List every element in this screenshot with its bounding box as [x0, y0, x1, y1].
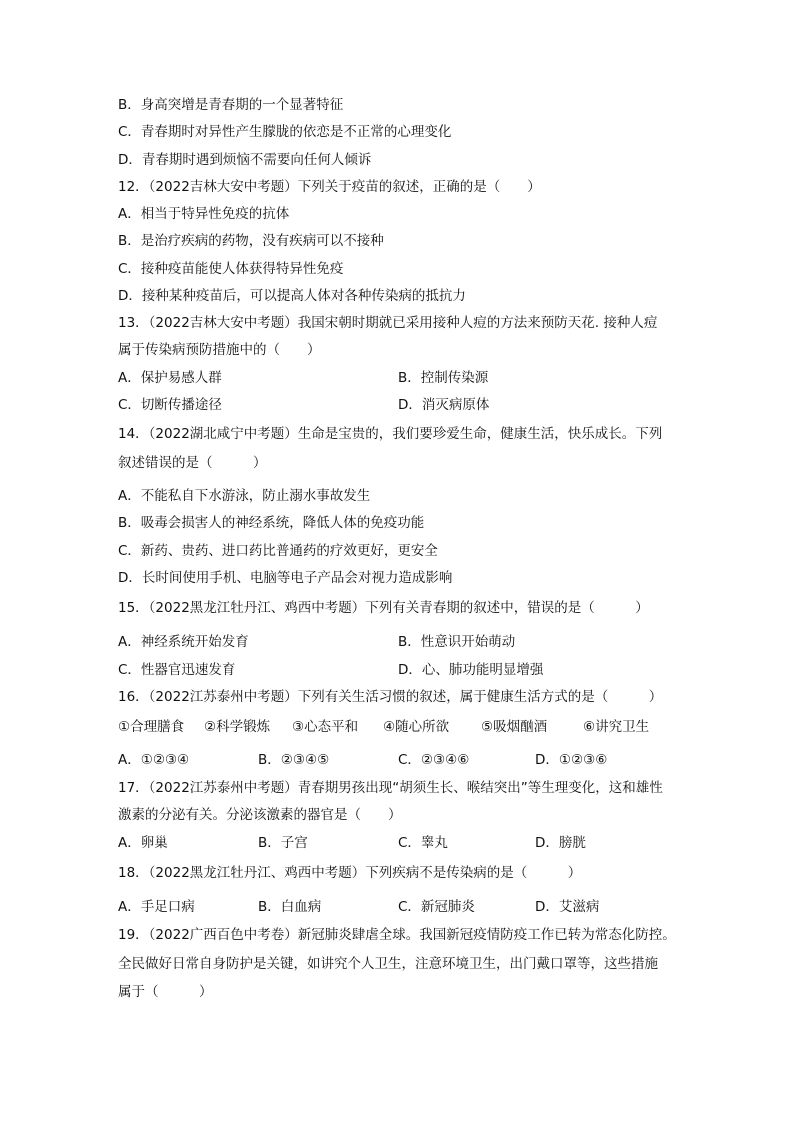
- question-13-line2: 属于传染病预防措施中的（ ）: [118, 342, 321, 358]
- q17-option-a: A．卵巢: [118, 835, 168, 851]
- question-16: 16．（2022江苏泰州中考题）下列有关生活习惯的叙述，属于健康生活方式的是（ ）: [118, 689, 663, 705]
- q16-statement-6: ⑥讲究卫生: [583, 719, 650, 735]
- q16-statement-3: ③心态平和: [292, 719, 359, 735]
- q13-option-b: B．控制传染源: [398, 370, 489, 386]
- question-19-line2: 全民做好日常自身防护是关键，如讲究个人卫生，注意环境卫生，出门戴口罩等，这些措施: [118, 956, 658, 972]
- q18-option-a: A．手足口病: [118, 899, 195, 915]
- q11-option-c: C．青春期时对异性产生朦胧的依恋是不正常的心理变化: [118, 124, 452, 140]
- q12-option-b: B．是治疗疾病的药物，没有疾病可以不接种: [118, 233, 384, 249]
- q15-option-d: D．心、肺功能明显增强: [398, 662, 544, 678]
- q14-option-d: D．长时间使用手机、电脑等电子产品会对视力造成影响: [118, 570, 453, 586]
- q15-option-b: B．性意识开始萌动: [398, 634, 516, 650]
- q16-statement-5: ⑤吸烟酗酒: [481, 719, 548, 735]
- question-14-line1: 14．（2022湖北咸宁中考题）生命是宝贵的，我们要珍爱生命，健康生活，快乐成长。下列: [118, 426, 663, 442]
- q15-option-a: A．神经系统开始发育: [118, 634, 249, 650]
- q17-option-b: B．子宫: [258, 835, 308, 851]
- question-13-line1: 13．（2022吉林大安中考题）我国宋朝时期就已采用接种人痘的方法来预防天花. 接种人痘: [118, 315, 658, 331]
- q16-statement-2: ②科学锻炼: [204, 719, 271, 735]
- q12-option-a: A．相当于特异性免疫的抗体: [118, 206, 290, 222]
- q18-option-d: D．艾滋病: [535, 899, 600, 915]
- q13-option-a: A．保护易感人群: [118, 370, 222, 386]
- q18-option-c: C．新冠肺炎: [398, 899, 475, 915]
- q14-option-b: B．吸毒会损害人的神经系统，降低人体的免疫功能: [118, 515, 425, 531]
- question-18: 18．（2022黑龙江牡丹江、鸡西中考题）下列疾病不是传染病的是（ ）: [118, 865, 582, 881]
- q12-option-c: C．接种疫苗能使人体获得特异性免疫: [118, 261, 344, 277]
- q14-option-a: A．不能私自下水游泳，防止溺水事故发生: [118, 488, 371, 504]
- q13-option-c: C．切断传播途径: [118, 397, 222, 413]
- q17-option-d: D．膀胱: [535, 835, 586, 851]
- q16-option-b: B．②③④⑤: [258, 752, 330, 768]
- question-17-line2: 激素的分泌有关。分泌该激素的器官是（ ）: [118, 807, 402, 823]
- q16-option-a: A．①②③④: [118, 752, 190, 768]
- question-12: 12．（2022吉林大安中考题）下列关于疫苗的叙述，正确的是（ ）: [118, 179, 541, 195]
- q16-option-c: C．②③④⑥: [398, 752, 470, 768]
- q17-option-c: C．睾丸: [398, 835, 448, 851]
- q16-statement-1: ①合理膳食: [118, 719, 185, 735]
- question-14-line2: 叙述错误的是（ ）: [118, 455, 267, 471]
- q15-option-c: C．性器官迅速发育: [118, 662, 236, 678]
- question-19-line1: 19．（2022广西百色中考卷）新冠肺炎肆虐全球。我国新冠疫情防疫工作已转为常态化防控。: [118, 927, 676, 943]
- q16-option-d: D．①②③⑥: [535, 752, 608, 768]
- q12-option-d: D．接种某种疫苗后，可以提高人体对各种传染病的抵抗力: [118, 288, 466, 304]
- q14-option-c: C．新药、贵药、进口药比普通药的疗效更好，更安全: [118, 543, 438, 559]
- question-17-line1: 17．（2022江苏泰州中考题）青春期男孩出现“胡须生长、喉结突出”等生理变化，这和雄性: [118, 780, 663, 796]
- question-15: 15．（2022黑龙江牡丹江、鸡西中考题）下列有关青春期的叙述中，错误的是（ ）: [118, 600, 649, 616]
- q13-option-d: D．消灭病原体: [398, 397, 490, 413]
- q11-option-d: D．青春期时遇到烦恼不需要向任何人倾诉: [118, 152, 372, 168]
- q16-statement-4: ④随心所欲: [383, 719, 450, 735]
- q11-option-b: B．身高突增是青春期的一个显著特征: [118, 97, 344, 113]
- q18-option-b: B．白血病: [258, 899, 322, 915]
- question-19-line3: 属于（ ）: [118, 984, 213, 1000]
